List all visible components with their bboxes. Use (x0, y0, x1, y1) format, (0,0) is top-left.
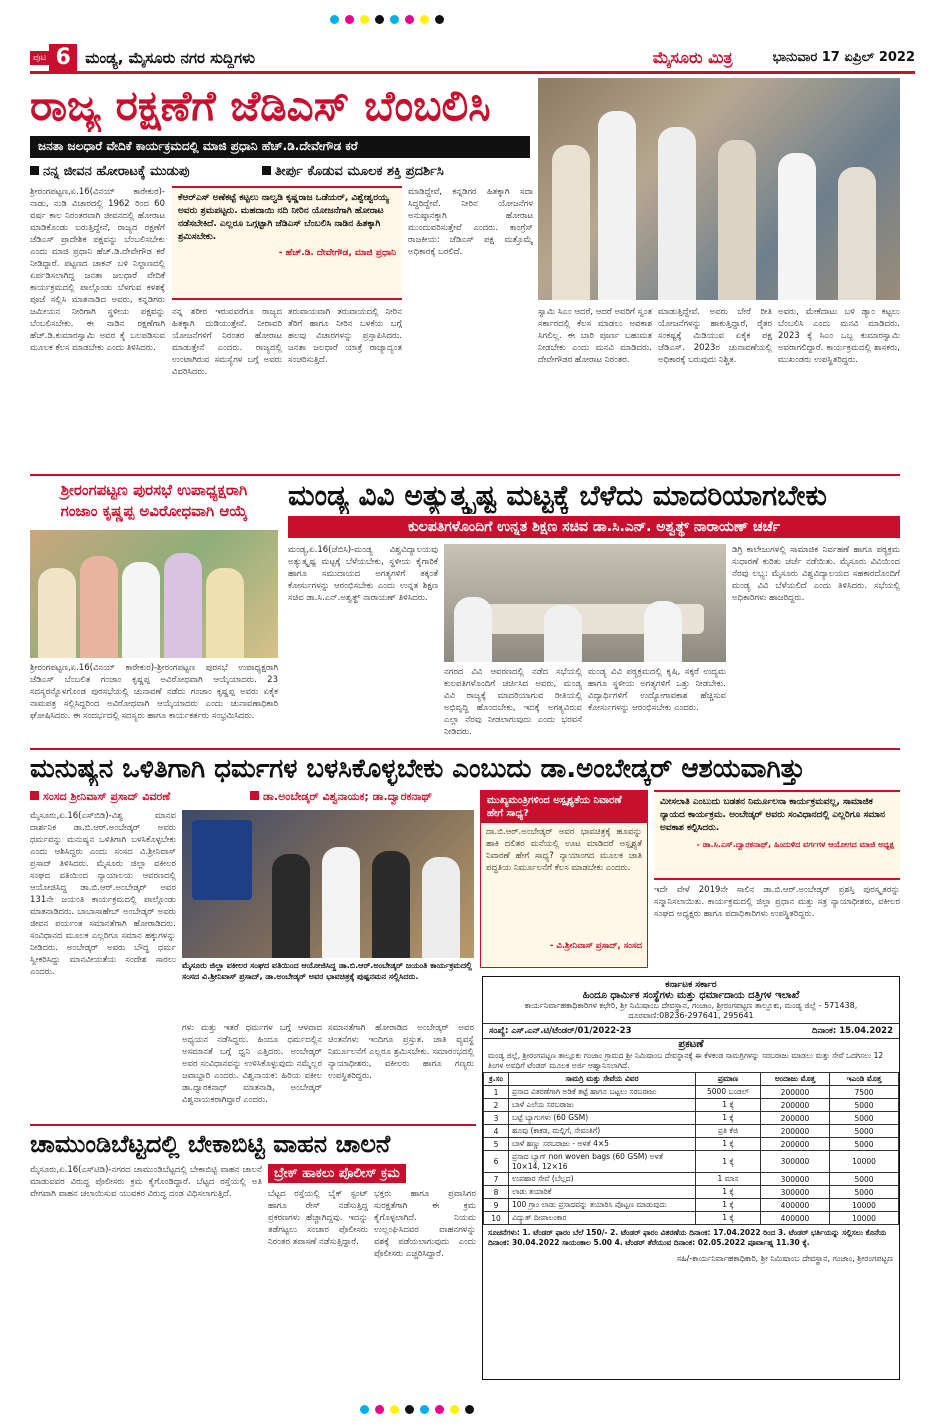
story3-col2: ನಗರದ ವಿವಿ ಆವರಣದಲ್ಲಿ ನಡೆದ ಸಭೆಯಲ್ಲಿ ಕುಲಪತಿಗಳೊಂದಿಗೆ ಚರ್ಚಿಸಿದ ಅವರು, ಮಂಡ್ಯ ವಿವಿ ರಾಜ್ಯಕ್ಕೆ ಮಾದರಿಯಾಗುವ ರೀತಿಯಲ್ಲಿ ಅಭಿವೃದ್ಧಿ ಹೊಂದಬೇಕು, ಇದಕ್ಕೆ ಅಗತ್ಯವಿರುವ ಎಲ್ಲಾ ನೆರವು ನೀಡಲಾಗುವುದು ಎಂದು ಭರವಸೆ ನೀಡಿದರು. (444, 667, 582, 737)
tender-th-2: ಪ್ರಮಾಣ (696, 1073, 761, 1086)
tender-cell: ಬಾಳೆ ಎಲೆಯ ಸರಬರಾಜು (509, 1099, 696, 1112)
story5-col1: ಮೈಸೂರು,ಏ.16(ಎಸ್‌ಟಿಡಿ)-ನಗರದ ಚಾಮುಂಡಿಬೆಟ್ಟದಲ್ಲಿ ಬೇಕಾಬಿಟ್ಟಿ ವಾಹನ ಚಾಲನೆ ಮಾಡುವವರ ವಿರುದ್ಧ ಪೊಲೀಸರು ಕ್ರಮ ಕೈಗೊಂಡಿದ್ದಾರೆ. ಬೆಟ್ಟದ ರಸ್ತೆಯಲ್ಲಿ ಅತಿ ವೇಗವಾಗಿ ವಾಹನ ಚಲಾಯಿಸುವ ಯುವಕರ ವಿರುದ್ಧ ದಂಡ ವಿಧಿಸಲಾಗುತ್ತಿದೆ. (30, 1165, 262, 1199)
story1-quote (172, 186, 402, 300)
divider-1 (30, 474, 900, 476)
tender-signature: ಸಹಿ/-ಕಾರ್ಯನಿರ್ವಾಹಕಾಧಿಕಾರಿ, ಶ್ರೀ ನಿಮಿಷಾಂಬ ದೇವಸ್ಥಾನ, ಗಂಜಾಂ, ಶ್ರೀರಂಗಪಟ್ಟಣ (676, 1254, 893, 1263)
tender-cell: 6 (484, 1151, 509, 1173)
page-label: ಪುಟ (30, 51, 49, 65)
story4-quote-text: ಮೀಸಲಾತಿ ಎಂಬುದು ಬಡತನ ನಿರ್ಮೂಲನಾ ಕಾರ್ಯಕ್ರಮವಲ್ಲ, ಸಾಮಾಜಿಕ ನ್ಯಾಯದ ಕಾರ್ಯಕ್ರಮ. ಅಂಬೇಡ್ಕರ್ ಅವರು ಸಂವಿಧಾನದಲ್ಲಿ ಎಲ್ಲರಿಗೂ ಸಮಾನ ಅವಕಾಶ ಕಲ್ಪಿಸಿದರು. (660, 797, 885, 833)
divider-3 (30, 1124, 476, 1126)
tender-row (484, 1186, 899, 1199)
tender-row (484, 1125, 899, 1138)
tender-cell: 300000 (761, 1186, 830, 1199)
tender-cell: 1 ಕ್ಕೆ (696, 1151, 761, 1173)
tender-row (484, 1112, 899, 1125)
story4-sidebox-title: ಮುಖ್ಯಮಂತ್ರಿಗಳಿಂದ ಅಸ್ಪೃಶ್ಯತೆಯ ನಿವಾರಣೆ ಹೇಗೆ ಸಾಧ್ಯ? (481, 791, 647, 823)
tender-cell: 2 (484, 1099, 509, 1112)
tender-cell: 1 ಕ್ಕೆ (696, 1186, 761, 1199)
tender-cell: 9 (484, 1199, 509, 1212)
tender-cell: 10 (484, 1212, 509, 1225)
tender-cell: 5000 (830, 1112, 899, 1125)
tender-row (484, 1086, 899, 1099)
divider-2 (30, 748, 900, 750)
story1-kicker1 (30, 164, 260, 182)
story4-kicker1 (30, 790, 260, 806)
story4-col3: ಸಮಾನತೆಗಾಗಿ ಹೋರಾಡಿದ ಅಂಬೇಡ್ಕರ್ ಅವರ ಚಿಂತನೆಗಳು ಇಂದಿಗೂ ಪ್ರಸ್ತುತ. ಜಾತಿ ವ್ಯವಸ್ಥೆ ನಿರ್ಮೂಲನೆಗೆ ಎಲ್ಲರೂ ಶ್ರಮಿಸಬೇಕು. ಸಮಾರಂಭದಲ್ಲಿ ನ್ಯಾಯಾಧೀಶರು, ವಕೀಲರು ಹಾಗೂ ಗಣ್ಯರು ಉಪಸ್ಥಿತರಿದ್ದರು. (328, 1023, 474, 1081)
tender-date: ದಿನಾಂಕ: 15.04.2022 (812, 1026, 893, 1036)
tender-cell: 7 (484, 1173, 509, 1186)
tender-cell: 5 (484, 1138, 509, 1151)
story5-headline: ಚಾಮುಂಡಿಬೆಟ್ಟದಲ್ಲಿ ಬೇಕಾಬಿಟ್ಟಿ ವಾಹನ ಚಾಲನೆ (30, 1130, 391, 1158)
tender-cell: 5000 ಬಂಡಲ್ (696, 1086, 761, 1099)
tender-cell: 200000 (761, 1112, 830, 1125)
tender-cell: ವಿದ್ಯುತ್ ದೀಪಾಲಂಕಾರ (509, 1212, 696, 1225)
story1-quote-text: ಕೆಆರ್‌ಎಸ್ ಅಣೆಕಟ್ಟೆ ಕಟ್ಟಲು ನಾಲ್ವಡಿ ಕೃಷ್ಣರಾಜ ಒಡೆಯರ್, ವಿಶ್ವೇಶ್ವರಯ್ಯ ಅವರು ಶ್ರಮಪಟ್ಟರು. ಮಹದಾಯಿ ನದಿ ನೀರಿನ ಯೋಜನೆಗಾಗಿ ಹೋರಾಟ ನಡೆಸಬೇಕಿದೆ. ಎಲ್ಲರೂ ಒಗ್ಗಟ್ಟಾಗಿ ಜೆಡಿಎಸ್ ಬೆಂಬಲಿಸಿ ನಾಡಿನ ಹಿತಕ್ಕಾಗಿ ಶ್ರಮಿಸಬೇಕು. (178, 193, 389, 242)
story5-subhead-box (268, 1162, 476, 1184)
tender-cell: 10000 (830, 1151, 899, 1173)
tender-cell: 300000 (761, 1173, 830, 1186)
story4-photo (182, 810, 474, 958)
story1-photo (538, 78, 900, 300)
story2-headline-line1: ಶ್ರೀರಂಗಪಟ್ಟಣ ಪುರಸಭೆ ಉಪಾಧ್ಯಕ್ಷರಾಗಿ (60, 481, 248, 499)
story1-headline: ರಾಜ್ಯ ರಕ್ಷಣೆಗೆ ಜೆಡಿಎಸ್ ಬೆಂಬಲಿಸಿ (30, 81, 491, 130)
story2-headline-line2: ಗಂಜಾಂ ಕೃಷ್ಣಪ್ಪ ಅವಿರೋಧವಾಗಿ ಆಯ್ಕೆ (60, 502, 248, 520)
tender-cell: ಹೂವು (ಕಾಕಡ, ಮಲ್ಲಿಗೆ, ಸೇವಂತಿಗೆ) (509, 1125, 696, 1138)
story5-col2: ಬೆಟ್ಟದ ರಸ್ತೆಯಲ್ಲಿ ಬೈಕ್ ಸ್ಟಂಟ್ ಹಾಗೂ ರೇಸ್ ನಡೆಸುತ್ತಿದ್ದ ಪ್ರಕರಣಗಳು ಹೆಚ್ಚಾಗಿದ್ದವು. ಇದನ್ನು ತಡೆಗಟ್ಟಲು ಸಂಚಾರ ಪೊಲೀಸರು ನಿರಂತರ ತಪಾಸಣೆ ನಡೆಸುತ್ತಿದ್ದಾರೆ. (268, 1189, 368, 1247)
registration-marks-top (330, 8, 444, 30)
tender-cell: 7500 (830, 1086, 899, 1099)
tender-table-header (484, 1073, 899, 1086)
tender-cell: 5000 (830, 1173, 899, 1186)
tender-th-1: ಸಾಮಗ್ರಿ ಮತ್ತು ಸೇವೆಯ ವಿವರ (509, 1073, 696, 1086)
tender-cell: 1 ಕ್ಕೆ (696, 1212, 761, 1225)
story4-sidebox-byline: - ವಿ.ಶ್ರೀನಿವಾಸ್ ಪ್ರಸಾದ್, ಸಂಸದ (549, 941, 642, 951)
story4-headline: ಮನುಷ್ಯನ ಒಳಿತಿಗಾಗಿ ಧರ್ಮಗಳ ಬಳಸಿಕೊಳ್ಳಬೇಕು ಎಂಬುದು ಡಾ.ಅಂಬೇಡ್ಕರ್ ಆಶಯವಾಗಿತ್ತು (30, 754, 805, 784)
story4-kicker2 (250, 790, 476, 806)
story1-col6: ಮಾಡುತ್ತಿದ್ದೇವೆ. ಅವರು ಬೇರೆ ರೀತಿ ಯೋಜನೆಗಳನ್ನು ಹಾಕುತ್ತಿದ್ದಾರೆ, ರೈತರ ಸಂಕಷ್ಟಕ್ಕೆ ಮಿಡಿಯುವ ಏಕೈಕ ಪಕ್ಷ ಜೆಡಿಎಸ್. 2023ರ ಚುನಾವಣೆಯಲ್ಲಿ ಅಧಿಕಾರಕ್ಕೆ ಬರುವುದು ನಿಶ್ಚಿತ. (658, 307, 772, 365)
story4-col2: ಗಳು ಮತ್ತು ಇತರೆ ಧರ್ಮಗಳ ಬಗ್ಗೆ ಆಳವಾದ ಅಧ್ಯಯನ ನಡೆಸಿದ್ದರು. ಹಿಂದೂ ಧರ್ಮದಲ್ಲಿನ ಅಸಮಾನತೆ ಬಗ್ಗೆ ಧ್ವನಿ ಎತ್ತಿದರು. ಅಂಬೇಡ್ಕರ್ ಅವರ ಸಂವಿಧಾನವನ್ನು ಉಳಿಸಿಕೊಳ್ಳುವುದು ನಮ್ಮೆಲ್ಲರ ಜವಾಬ್ದಾರಿ ಎಂದರು. ವಿಶ್ವನಾಯಕ: ಹಿರಿಯ ವಕೀಲ ಡಾ.ದ್ವಾರಕನಾಥ್ ಮಾತನಾಡಿ, ಅಂಬೇಡ್ಕರ್ ವಿಶ್ವನಾಯಕರಾಗಿದ್ದಾರೆ ಎಂದರು. (182, 1023, 322, 1105)
story4-sidebox (480, 790, 648, 968)
story4-sidebox-body: ದಾ.ಬಿ.ಆರ್.ಅಂಬೇಡ್ಕರ್ ಅವರ ಭಾವಚಿತ್ರಕ್ಕೆ ಹೂವನ್ನು ಹಾಕಿ ದಲಿತರ ಮನೆಯಲ್ಲಿ ಊಟ ಮಾಡಿದರೆ ಅಸ್ಪೃಶ್ಯತೆ ನಿವಾರಣೆ ಹೇಗೆ ಸಾಧ್ಯ? ನ್ಯಾಯಾಂಗದ ಮೂಲಕ ಜಾತಿ ಪದ್ಧತಿಯ ನಿರ್ಮೂಲನೆಗೆ ಕೆಲಸ ಮಾಡಬೇಕು ಎಂದರು. (486, 827, 642, 873)
page-number: 6 (49, 44, 77, 72)
story1-col2: ನನ್ನ ಶರೀರ ಇರುವವರೆಗೂ ರಾಜ್ಯದ ಹಿತಕ್ಕಾಗಿ ದುಡಿಯುತ್ತೇನೆ. ನೀರಾವರಿ ಯೋಜನೆಗಳಿಗೆ ನಿರಂತರ ಹೋರಾಟ ಮಾಡುತ್ತೇನೆ ಎಂದರು. ರಾಜ್ಯದಲ್ಲಿ ಉಂಟಾಗಿರುವ ಸಮಸ್ಯೆಗಳ ಬಗ್ಗೆ ಅವರು ವಿವರಿಸಿದರು. (172, 307, 282, 377)
tender-notice (482, 976, 900, 1380)
story4-kicker1-text: ಸಂಸದ ಶ್ರೀನಿವಾಸ್ ಪ್ರಸಾದ್ ವಿವರಣೆ (43, 790, 171, 803)
tender-dept: ಹಿಂದೂ ಧಾರ್ಮಿಕ ಸಂಸ್ಥೆಗಳು ಮತ್ತು ಧರ್ಮಾದಾಯ ದತ್ತಿಗಳ ಇಲಾಖೆ (582, 990, 800, 1001)
tender-cell: 1 ಕ್ಕೆ (696, 1112, 761, 1125)
paper-logo: ಮೈಸೂರು ಮಿತ್ರ (652, 47, 733, 67)
tender-cell: 5000 (830, 1125, 899, 1138)
section-title: ಮಂಡ್ಯ, ಮೈಸೂರು ನಗರ ಸುದ್ದಿಗಳು (85, 48, 255, 67)
story3-subhead: ಕುಲಪತಿಗಳೊಂದಿಗೆ ಉನ್ನತ ಶಿಕ್ಷಣ ಸಚಿವ ಡಾ.ಸಿ.ಎನ್. ಅಶ್ವತ್ಥ್ ನಾರಾಯಣ್ ಚರ್ಚೆ (288, 516, 900, 538)
tender-row (484, 1138, 899, 1151)
tender-cell: 200000 (761, 1138, 830, 1151)
story2-headline (30, 480, 278, 524)
story2-photo (30, 530, 278, 658)
tender-cell: 1 ಕ್ಕೆ (696, 1199, 761, 1212)
story1-subhead: ಜನತಾ ಜಲಧಾರೆ ವೇದಿಕೆ ಕಾರ್ಯಕ್ರಮದಲ್ಲಿ ಮಾಜಿ ಪ್ರಧಾನಿ ಹೆಚ್.ಡಿ.ದೇವೇಗೌಡ ಕರೆ (30, 136, 530, 158)
story5-subhead: ಬ್ರೇಕ್ ಹಾಕಲು ಪೊಲೀಸ್ ಕ್ರಮ (268, 1164, 406, 1183)
tender-row (484, 1151, 899, 1173)
issue-date: ಭಾನುವಾರ 17 ಏಪ್ರಿಲ್ 2022 (772, 50, 915, 65)
tender-cell: 100 ಗ್ರಾಂ ಲಾಡು ಪ್ರಸಾದವನ್ನು ತಯಾರಿಸಿ ಪೊಟ್ಟಣ ಮಾಡುವುದು (509, 1199, 696, 1212)
story1-kicker2 (262, 164, 532, 182)
tender-row (484, 1099, 899, 1112)
story4-quote-byline: - ಡಾ.ಸಿ.ಎಸ್.ದ್ವಾರಕನಾಥ್, ಹಿಂದುಳಿದ ವರ್ಗಗಳ ಆಯೋಗದ ಮಾಜಿ ಅಧ್ಯಕ್ಷ (696, 840, 894, 849)
story1-col4: ಮಾಡಿದ್ದೇವೆ, ಕನ್ನಡಿಗರ ಹಿತಕ್ಕಾಗಿ ಸದಾ ಸಿದ್ಧರಿದ್ದೇವೆ. ನೀರಿನ ಯೋಜನೆಗಳ ಅನುಷ್ಠಾನಕ್ಕಾಗಿ ಹೋರಾಟ ಮುಂದುವರಿಸುತ್ತೇವೆ ಎಂದರು. ಕಾಂಗ್ರೆಸ್ ರಾಜಕೀಯ: ಜೆಡಿಎಸ್ ಪಕ್ಷ ಮತ್ತೊಮ್ಮೆ ಅಧಿಕಾರಕ್ಕೆ ಬರಲಿದೆ. (408, 187, 533, 257)
story1-col1: ಶ್ರೀರಂಗಪಟ್ಟಣ,ಏ.16(ವಿನಯ್ ಕಾರೇಕುರ)-ನಾಡು, ನುಡಿ ವಿಚಾರದಲ್ಲಿ 1962 ರಿಂದ 60 ವರ್ಷ ಕಾಲ ನಿರಂತರವಾಗಿ ಜೀವನದಲ್ಲಿ ಹೋರಾಟ ಮಾಡಿಕೊಂಡು ಬರುತ್ತಿದ್ದೇನೆ, ರಾಜ್ಯದ ರಕ್ಷಣೆಗೆ ಜೆಡಿಎಸ್ ಪ್ರಾದೇಶಿಕ ಪಕ್ಷವನ್ನು ಬೆಂಬಲಿಸಬೇಕು ಎಂದು ಮಾಜಿ ಪ್ರಧಾನಿ ಹೆಚ್.ಡಿ.ದೇವೇಗೌಡ ಕರೆ ನೀಡಿದ್ದಾರೆ. ಪಟ್ಟಣದ ಚಾಕನ್ ಬಳಿ ನಿಲ್ದಾಣದಲ್ಲಿ ಏರ್ಪಡಿಸಲಾಗಿದ್ದ ಜನತಾ ಜಲಧಾರೆ ವೇದಿಕೆ ಕಾರ್ಯಕ್ರಮದಲ್ಲಿ ಪಾಲ್ಗೊಂಡು ಬೆಳಗುವ ಕಳಶಕ್ಕೆ ಪೂಜೆ ಸಲ್ಲಿಸಿ ಮಾತನಾಡಿದ ಅವರು, ಕನ್ನಡಿಗರು ಜಮೀಯನ ನೀರಿಗಾಗಿ ಸ್ಥಳೀಯ ಪಕ್ಷವನ್ನು ಬೆಂಬಲಿಸಬೇಕು. ಈ ನಾಡಿನ ರಕ್ಷಣೆಗಾಗಿ ಹೆಚ್.ಡಿ.ಕುಮಾರಸ್ವಾಮಿ ಅವರ ಕೈ ಬಲಪಡಿಸುವ ಮೂಲಕ ಕೆಲಸ ಮಾಡಬೇಕು ಎಂದು ತಿಳಿಸಿದರು. (30, 187, 165, 353)
tender-cell: 1 ಕ್ಕೆ (696, 1138, 761, 1151)
story1-kicker1-text: ನನ್ನ ಜೀವನ ಹೋರಾಟಕ್ಕೆ ಮುಡುಪು (43, 164, 190, 179)
tender-cell: 200000 (761, 1125, 830, 1138)
tender-row (484, 1173, 899, 1186)
tender-cell: 300000 (761, 1151, 830, 1173)
story4-caption: ಮೈಸೂರು ಜಿಲ್ಲಾ ವಕೀಲರ ಸಂಘದ ವತಿಯಿಂದ ಆಯೋಜಿಸಿದ್ದ ಡಾ.ಬಿ.ಆರ್.ಅಂಬೇಡ್ಕರ್ ಜಯಂತಿ ಕಾರ್ಯಕ್ರಮದಲ್ಲಿ ಸಂಸದ ವಿ.ಶ್ರೀನಿವಾಸ್ ಪ್ರಸಾದ್, ಡಾ.ಅಂಬೇಡ್ಕರ್ ಅವರ ಭಾವಚಿತ್ರಕ್ಕೆ ಪುಷ್ಪನಮನ ಸಲ್ಲಿಸಿದರು. (182, 961, 473, 981)
story4-col1: ಮೈಸೂರು,ಏ.16(ಎಸ್‌ಬಿಡಿ)-ವಿಶ್ವ ಮಾನವ ದಾರ್ಶನಿಕ ಡಾ.ಬಿ.ಆರ್.ಅಂಬೇಡ್ಕರ್ ಅವರು ಧರ್ಮವನ್ನು ಮನುಷ್ಯನ ಒಳಿತಿಗಾಗಿ ಬಳಸಿಕೊಳ್ಳಬೇಕು ಎಂದು ಆಶಿಸಿದ್ದರು ಎಂದು ಸಂಸದ ವಿ.ಶ್ರೀನಿವಾಸ್ ಪ್ರಸಾದ್ ತಿಳಿಸಿದರು. ಮೈಸೂರು ಜಿಲ್ಲಾ ವಕೀಲರ ಸಂಘದ ವತಿಯಿಂದ ನ್ಯಾಯಾಲಯ ಆವರಣದಲ್ಲಿ ಆಯೋಜಿಸಿದ್ದ ಡಾ.ಬಿ.ಆರ್.ಅಂಬೇಡ್ಕರ್ ಅವರ 131ನೇ ಜಯಂತಿ ಕಾರ್ಯಕ್ರಮದಲ್ಲಿ ಪಾಲ್ಗೊಂಡು ಮಾತನಾಡಿದರು. ಬಾಬಾಸಾಹೇಬ್ ಅಂಬೇಡ್ಕರ್ ಅವರು ಜೀವನ ಪರ್ಯಂತ ಸಮಾನತೆಗಾಗಿ ಹೋರಾಡಿದರು. ಸಂವಿಧಾನದ ಮೂಲಕ ಎಲ್ಲರಿಗೂ ಸಮಾನ ಹಕ್ಕುಗಳನ್ನು ನೀಡಿದರು. ಅಂಬೇಡ್ಕರ್ ಅವರು ಬೌದ್ಧ ಧರ್ಮ ಸ್ವೀಕರಿಸಿದ್ದು ಮಾನವೀಯತೆಯ ಸಂದೇಶ ಸಾರಲು ಎಂದರು. (30, 811, 176, 977)
tender-cell: 3 (484, 1112, 509, 1125)
tender-cell: 1 ಕ್ಕೆ (696, 1099, 761, 1112)
story1-quote-byline: - ಹೆಚ್.ಡಿ. ದೇವೇಗೌಡ, ಮಾಜಿ ಪ್ರಧಾನಿ (278, 248, 396, 258)
tender-cell: ಲಾಡು ತಯಾರಿಕೆ (509, 1186, 696, 1199)
tender-cell: ಪ್ರಸಾದ ಬ್ಯಾಗ್ non woven bags (60 GSM) ಅಳತೆ 10×14, 12×16 (509, 1151, 696, 1173)
tender-cell: 1 (484, 1086, 509, 1099)
tender-ref-row (483, 1023, 899, 1039)
story2-body: ಶ್ರೀರಂಗಪಟ್ಟಣ,ಏ.16(ವಿನಯ್ ಕಾರೇಕುರ)-ಶ್ರೀರಂಗಪಟ್ಟಣ ಪುರಸಭೆ ಉಪಾಧ್ಯಕ್ಷರಾಗಿ ಜೆಡಿಎಸ್ ಬೆಂಬಲಿತ ಗಂಜಾಂ ಕೃಷ್ಣಪ್ಪ ಅವಿರೋಧವಾಗಿ ಆಯ್ಕೆಯಾದರು. 23 ಸದಸ್ಯರನ್ನೊಳಗೊಂಡ ಪುರಸಭೆಯಲ್ಲಿ ಚುನಾವಣೆ ನಡೆದು ಗಂಜಾಂ ಕೃಷ್ಣಪ್ಪ ಅವರು ಏಕೈಕ ನಾಮಪತ್ರ ಸಲ್ಲಿಸಿದ್ದರಿಂದ ಅವಿರೋಧವಾಗಿ ಆಯ್ಕೆಯಾದರು ಎಂದು ಚುನಾವಣಾಧಿಕಾರಿ ಘೋಷಿಸಿದರು. ಈ ಸಂದರ್ಭದಲ್ಲಿ ಸದಸ್ಯರು ಹಾಗೂ ಕಾರ್ಯಕರ್ತರು ಸಂಭ್ರಮಿಸಿದರು. (30, 663, 278, 721)
story1-kicker2-text: ತೀರ್ಪು ಕೊಡುವ ಮೂಲಕ ಶಕ್ತಿ ಪ್ರದರ್ಶಿಸಿ (275, 164, 444, 179)
tender-cell: 5000 (830, 1138, 899, 1151)
tender-cell: 10000 (830, 1199, 899, 1212)
story4-quote (654, 790, 900, 880)
story1-col5: ಸ್ವಾಮಿ ಸಿಎಂ ಆದರೆ, ಆದರೆ ಅವರಿಗೆ ಸ್ವಂತ ಸರ್ಕಾರದಲ್ಲಿ ಕೆಲಸ ಮಾಡಲು ಅವಕಾಶ ಸಿಗಲಿಲ್ಲ. ಈ ಬಾರಿ ಪೂರ್ಣ ಬಹುಮತ ನೀಡಬೇಕು ಎಂದು ಮನವಿ ಮಾಡಿದರು. ದೇವೇಗೌಡರ ಹೋರಾಟ ನಿರಂತರ. (538, 307, 652, 365)
tender-cell: 8 (484, 1186, 509, 1199)
tender-gov: ಕರ್ನಾಟಕ ಸರ್ಕಾರ (665, 980, 717, 990)
tender-footer: ಸೂಚನೆಗಳು: 1. ಟೆಂಡರ್ ಫಾರಂ ಬೆಲೆ 150/- 2. ಟೆಂಡರ್ ಫಾರಂ ವಿತರಣೆಯ ದಿನಾಂಕ: 17.04.2022 ರಿಂದ 3. ಟೆಂಡರ್ ಭರ್ತಿಯನ್ನು ಸಲ್ಲಿಸಲು ಕೊನೆಯ ದಿನಾಂಕ: 30.04.2022 ಸಾಯಂಕಾಲ 5.00 4. ಟೆಂಡರ್ ತೆರೆಯುವ ದಿನಾಂಕ: 02.05.2022 ಪೂರ್ವಾಹ್ನ 11.30 ಕ್ಕೆ. (488, 1228, 887, 1247)
story1-col3: ತರುವಾಯವಾಗಿ ತರುವಾಯದಲ್ಲಿ ನೀರಿನ ತೆರಿಗೆ ಹಾಗೂ ನೀರಿನ ಬಳಕೆಯ ಬಗ್ಗೆ ಹಲವು ವಿಚಾರಗಳನ್ನು ಪ್ರಸ್ತಾಪಿಸಿದರು. ಜನತಾ ಜಲಧಾರೆ ಯಾತ್ರೆ ರಾಜ್ಯಾದ್ಯಂತ ಸಂಚರಿಸುತ್ತಿದೆ. (288, 307, 402, 365)
tender-cell: ಪ್ರಸಾದ ವಿತರಣೆಗಾಗಿ ಅಡಿಕೆ ತಟ್ಟೆ ಹಾಗೂ ಬಟ್ಟಲು ಸರಬರಾಜು (509, 1086, 696, 1099)
story1-col7: ಅವರು, ಮೇಕೆದಾಟು ಬಳಿ ಡ್ಯಾಂ ಕಟ್ಟಲು ಬೆಂಬಲಿಸಿ ಎಂದು ಮನವಿ ಮಾಡಿದರು. 2023 ಕ್ಕೆ ಸಿಎಂ ಒಬ್ಬ ಕುಮಾರಸ್ವಾಮಿ ಅವರಾಗಲಿದ್ದಾರೆ. ಕಾರ್ಯಕ್ರಮದಲ್ಲಿ ಶಾಸಕರು, ಮುಖಂಡರು ಉಪಸ್ಥಿತರಿದ್ದರು. (778, 307, 900, 365)
story3-col4: ಡಿಗ್ರಿ ಕಾಲೇಜುಗಳಲ್ಲಿ ಸಾಮಾಜಿಕ ನಿರ್ವಹಣೆ ಹಾಗೂ ಪಠ್ಯಕ್ರಮ ಸುಧಾರಣೆ ಕುರಿತು ಚರ್ಚೆ ನಡೆಯಿತು. ಮೈಸೂರು ವಿವಿಯಿಂದ ನೆರವು ಲಭ್ಯ: ಮೈಸೂರು ವಿಶ್ವವಿದ್ಯಾಲಯದ ಸಹಕಾರದೊಂದಿಗೆ ಮಂಡ್ಯ ವಿವಿ ಬೆಳೆಯಲಿದೆ ಎಂದು ತಿಳಿಸಿದರು. ಸಭೆಯಲ್ಲಿ ಅಧಿಕಾರಿಗಳು ಹಾಜರಿದ್ದರು. (732, 545, 900, 603)
tender-th-4: ಇಎಂಡಿ ಮೊತ್ತ (830, 1073, 899, 1086)
tender-office: ಕಾರ್ಯನಿರ್ವಾಹಕಾಧಿಕಾರಿಗಳ ಕಛೇರಿ, ಶ್ರೀ ನಿಮಿಷಾಂಬ ದೇವಸ್ಥಾನ, ಗಂಜಾಂ, ಶ್ರೀರಂಗಪಟ್ಟಣ ತಾಲ್ಲೂಕು, ಮಂಡ್ಯ ಜಿಲ್ಲೆ - 571438, (524, 1001, 858, 1010)
tender-cell: ಬಟ್ಟೆ ಬ್ಯಾಗುಗಳು (60 GSM) (509, 1112, 696, 1125)
tender-cell: 1 ಮಾಸ (696, 1173, 761, 1186)
tender-notice-title: ಪ್ರಕಟಣೆ (678, 1039, 704, 1050)
tender-cell: 4 (484, 1125, 509, 1138)
tender-intro: ಮಂಡ್ಯ ಜಿಲ್ಲೆ, ಶ್ರೀರಂಗಪಟ್ಟಣ ತಾಲ್ಲೂಕು ಗಂಜಾಂ ಗ್ರಾಮದ ಶ್ರೀ ನಿಮಿಷಾಂಬ ದೇವಸ್ಥಾನಕ್ಕೆ ಈ ಕೆಳಕಂಡ ಸಾಮಗ್ರಿಗಳನ್ನು ಸರಬರಾಜು ಮಾಡಲು ಮತ್ತು ಸೇವೆ ಒದಗಿಸಲು 12 ತಿಂಗಳ ಅವಧಿಗೆ ಟೆಂಡರ್ ಮೂಲಕ ಅರ್ಜಿ ಆಹ್ವಾನಿಸಲಾಗಿದೆ. (488, 1051, 884, 1070)
tender-cell: 200000 (761, 1099, 830, 1112)
story4-kicker2-text: ಡಾ.ಅಂಬೇಡ್ಕರ್ ವಿಶ್ವನಾಯಕ; ಡಾ.ದ್ವಾರಕನಾಥ್ (263, 790, 433, 803)
page-header (30, 44, 915, 74)
story4-col4: ಇದೇ ವೇಳೆ 2019ನೇ ಸಾಲಿನ ಡಾ.ಬಿ.ಆರ್.ಅಂಬೇಡ್ಕರ್ ಪ್ರಶಸ್ತಿ ಪುರಸ್ಕೃತರನ್ನು ಸನ್ಮಾನಿಸಲಾಯಿತು. ಕಾರ್ಯಕ್ರಮದಲ್ಲಿ ಜಿಲ್ಲಾ ಪ್ರಧಾನ ಮತ್ತು ಸತ್ರ ನ್ಯಾಯಾಧೀಶರು, ವಕೀಲರ ಸಂಘದ ಅಧ್ಯಕ್ಷರು ಹಾಗೂ ಪದಾಧಿಕಾರಿಗಳು ಉಪಸ್ಥಿತರಿದ್ದರು. (654, 885, 900, 919)
story3-headline: ಮಂಡ್ಯ ವಿವಿ ಅತ್ಯುತ್ಕೃಷ್ಟ ಮಟ್ಟಕ್ಕೆ ಬೆಳೆದು ಮಾದರಿಯಾಗಬೇಕು (288, 479, 827, 512)
tender-cell: 5000 (830, 1186, 899, 1199)
story3-col3: ಮಂಡ್ಯ ವಿವಿ ಪಠ್ಯಕ್ರಮದಲ್ಲಿ ಕೃಷಿ, ಸಕ್ಕರೆ ಉದ್ಯಮ ಹಾಗೂ ಸ್ಥಳೀಯ ಅಗತ್ಯಗಳಿಗೆ ಒತ್ತು ನೀಡಬೇಕು. ವಿದ್ಯಾರ್ಥಿಗಳಿಗೆ ಉದ್ಯೋಗಾವಕಾಶ ಹೆಚ್ಚಿಸುವ ಕೋರ್ಸುಗಳನ್ನು ಆರಂಭಿಸಬೇಕು ಎಂದರು. (588, 667, 726, 713)
tender-row (484, 1212, 899, 1225)
tender-cell: 400000 (761, 1199, 830, 1212)
tender-cell: 10000 (830, 1212, 899, 1225)
tender-cell: ಉಪಹಾರ ಸೇವೆ (ಬೆಲ್ಲದ) (509, 1173, 696, 1186)
tender-th-0: ಕ್ರ.ಸಂ (484, 1073, 509, 1086)
story3-col1: ಮಂಡ್ಯ,ಏ.16(ಜೆಬಿಸಿ)-ಮಂಡ್ಯ ವಿಶ್ವವಿದ್ಯಾಲಯವು ಅತ್ಯುತ್ಕೃಷ್ಟ ಮಟ್ಟಕ್ಕೆ ಬೆಳೆಯಬೇಕು, ಸ್ಥಳೀಯ ಕೈಗಾರಿಕೆ ಹಾಗೂ ಸಮುದಾಯದ ಅಗತ್ಯಗಳಿಗೆ ತಕ್ಕಂತೆ ಕೋರ್ಸುಗಳನ್ನು ಆರಂಭಿಸಬೇಕು ಎಂದು ಉನ್ನತ ಶಿಕ್ಷಣ ಸಚಿವ ಡಾ.ಸಿ.ಎನ್.ಅಶ್ವತ್ಥ್ ನಾರಾಯಣ್ ತಿಳಿಸಿದರು. (288, 545, 438, 603)
tender-phone: ದೂರವಾಣಿ:08236-297641, 295641 (628, 1011, 754, 1020)
tender-row (484, 1199, 899, 1212)
tender-cell: ಬಾಳೆ ಹಣ್ಣು ಸರಬರಾಜು - ಅಳತೆ 4×5 (509, 1138, 696, 1151)
tender-cell: ಪ್ರತಿ ಕೆಜಿ (696, 1125, 761, 1138)
tender-cell: 200000 (761, 1086, 830, 1099)
tender-table (483, 1072, 899, 1225)
tender-ref: ಸಂಖ್ಯೆ: ಎಸ್.ಎನ್.ಟಿ/ಟೆಂಡರ್/01/2022-23 (489, 1026, 632, 1036)
registration-marks-bottom (360, 1398, 474, 1420)
tender-th-3: ಅಂದಾಜು ಮೊತ್ತ (761, 1073, 830, 1086)
tender-cell: 5000 (830, 1099, 899, 1112)
tender-cell: 400000 (761, 1212, 830, 1225)
story5-col3: ಭಕ್ತರು ಹಾಗೂ ಪ್ರವಾಸಿಗರ ಸುರಕ್ಷತೆಗಾಗಿ ಈ ಕ್ರಮ ಕೈಗೊಳ್ಳಲಾಗಿದೆ. ನಿಯಮ ಉಲ್ಲಂಘಿಸಿದವರ ವಾಹನಗಳನ್ನು ವಶಕ್ಕೆ ಪಡೆಯಲಾಗುವುದು ಎಂದು ಪೊಲೀಸರು ಎಚ್ಚರಿಸಿದ್ದಾರೆ. (374, 1189, 476, 1259)
story3-photo (444, 544, 726, 662)
